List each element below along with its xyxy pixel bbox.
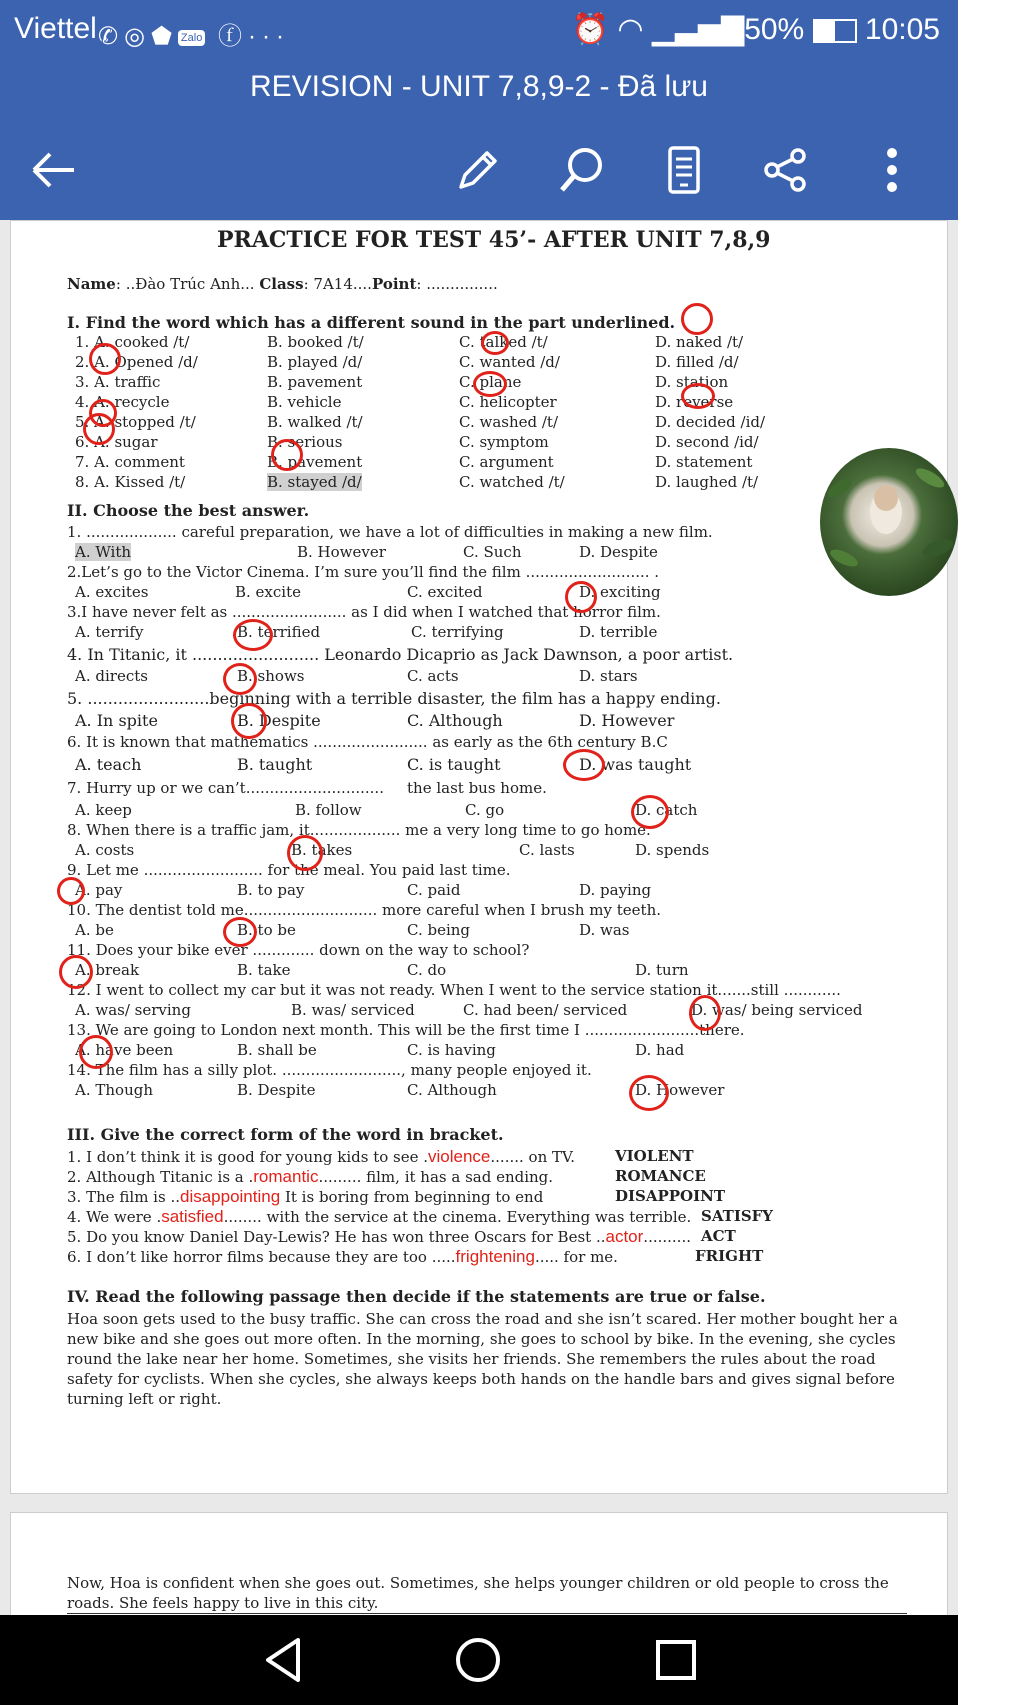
q9-option-a: A. pay xyxy=(75,881,123,899)
q2-option-c: C. excited xyxy=(407,583,483,601)
word-form-answer: actor xyxy=(605,1227,644,1246)
section-1-cell: C. washed /t/ xyxy=(459,413,559,431)
word-form-item xyxy=(67,1167,553,1187)
section-1-cell: D. decided /id/ xyxy=(655,413,766,431)
section-1-cell: 3. A. traffic xyxy=(75,373,161,391)
question-5: 5. ........................beginning with a terrible disaster, the film has a happy ending. xyxy=(67,689,721,708)
section-1-cell: B. vehicle xyxy=(267,393,342,411)
q3-option-a: A. terrify xyxy=(75,623,144,641)
status-bar xyxy=(0,0,958,62)
section-1-cell: D. statement xyxy=(655,453,753,471)
q10-option-a: A. be xyxy=(75,921,114,939)
answer-circle xyxy=(689,995,721,1031)
question-7: 7. Hurry up or we can’t............................. xyxy=(67,779,384,797)
answer-circle xyxy=(681,303,713,335)
more-vertical-icon[interactable] xyxy=(862,140,922,200)
q14-option-b: B. Despite xyxy=(237,1081,316,1099)
q4-option-a: A. directs xyxy=(75,667,148,685)
question-6: 6. It is known that mathematics ........................ as early as the 6th century B.C xyxy=(67,733,668,751)
zalo-icon: Zalo xyxy=(178,30,205,46)
pencil-icon[interactable] xyxy=(448,140,508,200)
section-1-cell: 5. A. stopped /t/ xyxy=(75,413,196,431)
signal-icon: ▁▃▅▇ xyxy=(651,13,745,46)
q5-option-b: B. Despite xyxy=(237,711,321,730)
q4-option-c: C. acts xyxy=(407,667,459,685)
answer-circle xyxy=(681,383,715,409)
status-right xyxy=(572,12,940,47)
q7-option-b: B. follow xyxy=(295,801,362,819)
section-1-cell: 2. A. Opened /d/ xyxy=(75,353,198,371)
word-form-answer: satisfied xyxy=(161,1207,224,1226)
more-icon: ··· xyxy=(248,23,290,50)
question-1: 1. ................... careful preparation, we have a lot of difficulties in making a new film. xyxy=(67,523,713,541)
shield-icon: ⬟ xyxy=(151,23,178,50)
answer-circle xyxy=(481,331,509,355)
question-12: 12. I went to collect my car but it was not ready. When I went to the service station it.......still ............ xyxy=(67,981,841,999)
q2-option-d: D. exciting xyxy=(579,583,661,601)
section-1-cell: B. played /d/ xyxy=(267,353,363,371)
word-form-text-end: ......... film, it has a sad ending. xyxy=(318,1168,554,1186)
app-toolbar xyxy=(0,118,958,220)
carrier-name: Viettel xyxy=(14,12,97,45)
q12-option-a: A. was/ serving xyxy=(75,1001,191,1019)
document-page-1[interactable] xyxy=(10,220,948,1494)
nav-home-icon[interactable] xyxy=(448,1630,508,1690)
question-13: 13. We are going to London next month. This will be the first time I ........................there. xyxy=(67,1021,745,1039)
word-form-item xyxy=(67,1187,543,1207)
question-8: 8. When there is a traffic jam, it................... me a very long time to go home. xyxy=(67,821,651,839)
answer-circle xyxy=(79,1035,113,1069)
section-1-cell: 7. A. comment xyxy=(75,453,185,471)
q11-option-c: C. do xyxy=(407,961,447,979)
answer-circle xyxy=(231,703,267,739)
q8-option-a: A. costs xyxy=(75,841,135,859)
document-page-2[interactable] xyxy=(10,1512,948,1624)
q13-option-a: A. have been xyxy=(75,1041,174,1059)
section-1-cell: D. reverse xyxy=(655,393,734,411)
q13-option-d: D. had xyxy=(635,1041,685,1059)
q9-option-c: C. paid xyxy=(407,881,461,899)
q9-option-d: D. paying xyxy=(579,881,652,899)
q8-option-c: C. lasts xyxy=(519,841,575,859)
word-form-root: VIOLENT xyxy=(615,1147,694,1165)
answer-circle xyxy=(631,795,669,829)
user-avatar[interactable] xyxy=(820,448,958,596)
q11-option-a: A. break xyxy=(75,961,140,979)
question-10: 10. The dentist told me............................ more careful when I brush my teeth. xyxy=(67,901,661,919)
q1-option-c: C. Such xyxy=(463,543,522,561)
word-form-root: ROMANCE xyxy=(615,1167,706,1185)
word-form-text-end: ........ with the service at the cinema. Everything was terrible. xyxy=(223,1208,692,1226)
q2-option-a: A. excites xyxy=(75,583,149,601)
section-1-cell: C. plane xyxy=(459,373,522,391)
q10-option-b: B. to be xyxy=(237,921,296,939)
q10-option-c: C. being xyxy=(407,921,471,939)
question-14: 14. The film has a silly plot. ........................., many people enjoyed it. xyxy=(67,1061,592,1079)
q5-option-c: C. Although xyxy=(407,711,503,730)
q6-option-a: A. teach xyxy=(75,755,142,774)
q14-option-a: A. Though xyxy=(75,1081,153,1099)
section-1-cell: B. pavement xyxy=(267,373,363,391)
answer-circle xyxy=(83,413,115,445)
q6-option-b: B. taught xyxy=(237,755,313,774)
q3-option-c: C. terrifying xyxy=(411,623,504,641)
answer-circle xyxy=(233,619,273,651)
section-1-cell: B. serious xyxy=(267,433,343,451)
word-form-root: ACT xyxy=(701,1227,736,1245)
answer-circle xyxy=(59,955,93,989)
word-form-answer: frightening xyxy=(455,1247,535,1266)
word-form-root: FRIGHT xyxy=(695,1247,764,1265)
answer-circle xyxy=(563,749,605,781)
question-9: 9. Let me ......................... for the meal. You paid last time. xyxy=(67,861,511,879)
back-icon[interactable] xyxy=(24,140,84,200)
navigation-bar xyxy=(0,1615,958,1705)
section-4-heading: IV. Read the following passage then decide if the statements are true or false. xyxy=(67,1287,766,1306)
share-icon[interactable] xyxy=(756,140,816,200)
q1-option-b: B. However xyxy=(297,543,386,561)
q10-option-d: D. was xyxy=(579,921,630,939)
answer-circle xyxy=(473,371,507,397)
word-form-text-end: ..... for me. xyxy=(534,1248,618,1266)
q13-option-b: B. shall be xyxy=(237,1041,317,1059)
answer-circle xyxy=(565,581,597,613)
q8-option-b: B. takes xyxy=(291,841,353,859)
section-1-cell: 8. A. Kissed /t/ xyxy=(75,473,186,491)
q5-option-d: D. However xyxy=(579,711,675,730)
section-1-cell: D. station xyxy=(655,373,729,391)
word-form-text-end: It is boring from beginning to end xyxy=(280,1188,544,1206)
section-1-cell: C. symptom xyxy=(459,433,549,451)
q11-option-b: B. take xyxy=(237,961,291,979)
word-form-answer: disappointing xyxy=(179,1187,281,1206)
wifi-icon: ◠ xyxy=(617,13,644,46)
battery-icon xyxy=(813,19,857,43)
question-3: 3.I have never felt as ........................ as I did when I watched that horror film. xyxy=(67,603,661,621)
reading-view-icon[interactable] xyxy=(654,140,714,200)
q6-option-d: D. was taught xyxy=(579,755,692,774)
answer-circle xyxy=(271,439,303,471)
word-form-text: 2. Although Titanic is a . xyxy=(67,1168,254,1186)
answer-circle xyxy=(629,1075,669,1111)
section-1-cell: 4. A. recycle xyxy=(75,393,170,411)
word-form-answer: romantic xyxy=(253,1167,319,1186)
search-icon[interactable] xyxy=(552,140,612,200)
messenger-icon: ◎ xyxy=(124,23,152,50)
word-form-item xyxy=(67,1227,691,1247)
q9-option-b: B. to pay xyxy=(237,881,305,899)
section-1-cell: B. walked /t/ xyxy=(267,413,363,431)
question-7-end: the last bus home. xyxy=(407,779,547,797)
answer-circle xyxy=(287,835,323,871)
document-title: REVISION - UNIT 7,8,9-2 - Đã lưu xyxy=(0,62,958,118)
word-form-text-end: .......... xyxy=(643,1228,691,1246)
word-form-text: 5. Do you know Daniel Day-Lewis? He has won three Oscars for Best .. xyxy=(67,1228,606,1246)
section-1-cell: 1. A. cooked /t/ xyxy=(75,333,190,351)
word-form-text: 3. The film is .. xyxy=(67,1188,180,1206)
nav-back-icon[interactable] xyxy=(254,1630,314,1690)
section-1-cell: 6. A. sugar xyxy=(75,433,158,451)
question-2: 2.Let’s go to the Victor Cinema. I’m sure you’ll find the film .......................... . xyxy=(67,563,660,581)
section-1-cell: D. laughed /t/ xyxy=(655,473,759,491)
section-1-cell: C. argument xyxy=(459,453,554,471)
reading-passage: Hoa soon gets used to the busy traffic. She can cross the road and she isn’t scared. Her mother bought her a new bike and she goes out more often. In the morning, she goes to school by bike. In the evening, she cycles round the lake near her home. Sometimes, she visits her friends. She remembers the rules about the road safety for cyclists. When she cycles, she always keeps both hands on the handle bars and gives signal before turning left or right. xyxy=(67,1310,898,1408)
q14-option-d: D. However xyxy=(635,1081,725,1099)
answer-circle xyxy=(57,877,85,905)
section-1-cell: D. filled /d/ xyxy=(655,353,739,371)
table-top-border xyxy=(67,1613,907,1614)
section-1-cell: C. wanted /d/ xyxy=(459,353,560,371)
page-2-text: Now, Hoa is confident when she goes out. Sometimes, she helps younger children or old people to cross the roads. She feels happy to live in this city. xyxy=(67,1574,889,1612)
question-11: 11. Does your bike ever ............. down on the way to school? xyxy=(67,941,530,959)
word-form-text: 6. I don’t like horror films because they are too ..... xyxy=(67,1248,456,1266)
section-1-cell: B. pavement xyxy=(267,453,363,471)
q4-option-b: B. shows xyxy=(237,667,305,685)
section-1-cell: C. talked /t/ xyxy=(459,333,548,351)
q7-option-c: C. go xyxy=(465,801,505,819)
clock-time: 10:05 xyxy=(864,13,940,46)
q13-option-c: C. is having xyxy=(407,1041,496,1059)
word-form-item xyxy=(67,1147,575,1167)
q2-option-b: B. excite xyxy=(235,583,301,601)
q12-option-b: B. was/ serviced xyxy=(291,1001,415,1019)
word-form-text-end: ....... on TV. xyxy=(490,1148,575,1166)
q5-option-a: A. In spite xyxy=(75,711,158,730)
q7-option-d: D. catch xyxy=(635,801,698,819)
battery-percent: 50% xyxy=(744,13,805,46)
q12-option-d: D. was/ being serviced xyxy=(691,1001,863,1019)
answer-circle xyxy=(89,343,121,375)
section-1-cell: C. helicopter xyxy=(459,393,557,411)
word-form-text: 1. I don’t think it is good for young kids to see . xyxy=(67,1148,429,1166)
section-1-cell: C. watched /t/ xyxy=(459,473,565,491)
q12-option-c: C. had been/ serviced xyxy=(463,1001,628,1019)
answer-circle xyxy=(223,917,257,947)
name-line: Name: ..Đào Trúc Anh... Class: 7A14....Point: ............... xyxy=(67,275,498,293)
q11-option-d: D. turn xyxy=(635,961,689,979)
q8-option-d: D. spends xyxy=(635,841,710,859)
section-3-heading: III. Give the correct form of the word in bracket. xyxy=(67,1125,504,1144)
section-1-cell: B. booked /t/ xyxy=(267,333,364,351)
question-4: 4. In Titanic, it ......................... Leonardo Dicaprio as Jack Dawnson, a poor artist. xyxy=(67,645,734,664)
section-1-heading: I. Find the word which has a different sound in the part underlined. xyxy=(67,313,676,332)
word-form-answer: violence xyxy=(428,1147,491,1166)
word-form-item xyxy=(67,1207,691,1227)
q3-option-b: B. terrified xyxy=(237,623,321,641)
answer-circle xyxy=(223,663,257,695)
q1-option-a: A. With xyxy=(75,543,132,561)
q6-option-c: C. is taught xyxy=(407,755,501,774)
leaf-pattern xyxy=(820,448,958,596)
word-form-item xyxy=(67,1247,618,1267)
word-form-root: SATISFY xyxy=(701,1207,774,1225)
facebook-icon: ⓕ xyxy=(205,23,248,50)
section-1-cell: D. second /id/ xyxy=(655,433,759,451)
q1-option-d: D. Despite xyxy=(579,543,658,561)
q14-option-c: C. Although xyxy=(407,1081,497,1099)
q4-option-d: D. stars xyxy=(579,667,638,685)
section-2-heading: II. Choose the best answer. xyxy=(67,501,310,520)
phone-icon: ✆ xyxy=(98,23,125,50)
q7-option-a: A. keep xyxy=(75,801,132,819)
status-app-icons xyxy=(98,16,290,51)
section-1-cell: B. stayed /d/ xyxy=(267,473,362,491)
word-form-text: 4. We were . xyxy=(67,1208,162,1226)
page-title: PRACTICE FOR TEST 45’- AFTER UNIT 7,8,9 xyxy=(217,227,771,253)
alarm-icon: ⏰ xyxy=(571,13,610,46)
section-1-cell: D. naked /t/ xyxy=(655,333,744,351)
word-form-root: DISAPPOINT xyxy=(615,1187,726,1205)
q3-option-d: D. terrible xyxy=(579,623,658,641)
nav-recents-icon[interactable] xyxy=(646,1630,706,1690)
